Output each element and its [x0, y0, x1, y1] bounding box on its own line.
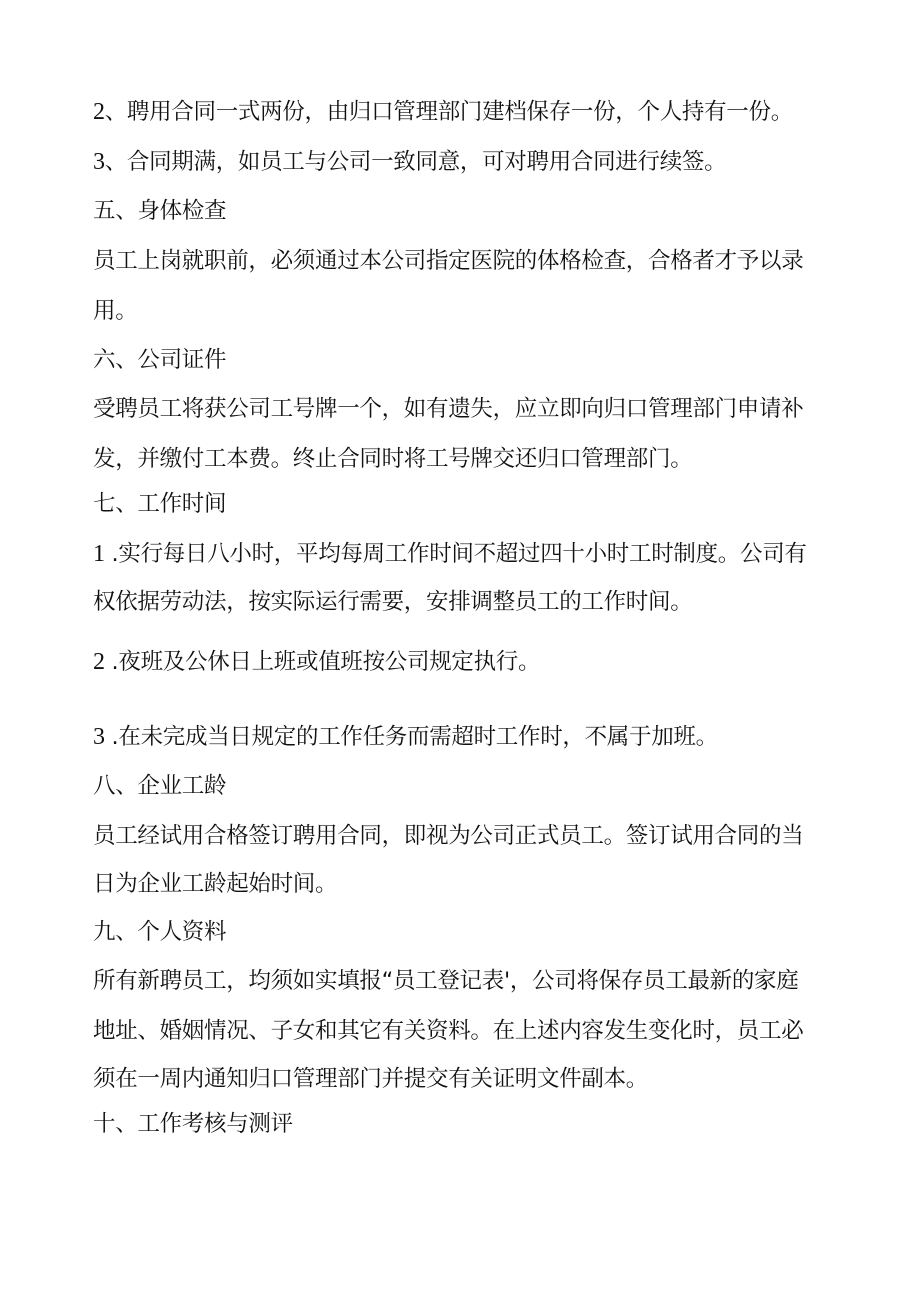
paragraph-line: 须在一周内通知归口管理部门并提交有关证明文件副本。: [93, 1066, 649, 1092]
contract-item-3: [93, 147, 726, 177]
item-text: .实行每日八小时，平均每周工作时间不超过四十小时工时制度。公司有: [104, 541, 807, 567]
paragraph-line: 地址、婚姻情况、子女和其它有关资料。在上述内容发生变化时，员工必: [93, 1018, 804, 1044]
paragraph-line: 员工上岗就职前，必须通过本公司指定医院的体格检查，合格者才予以录: [93, 248, 804, 274]
section-heading-working-hours: 七、工作时间: [93, 491, 227, 517]
working-hours-item-2: [93, 647, 540, 677]
paragraph-line: 员工经试用合格签订聘用合同，即视为公司正式员工。签订试用合同的当: [93, 823, 804, 849]
item-text: 、聘用合同一式两份，由归口管理部门建档保存一份，个人持有一份。: [104, 99, 793, 125]
section-heading-performance-review: 十、工作考核与测评: [93, 1111, 293, 1137]
item-text: .在未完成当日规定的工作任务而需超时工作时，不属于加班。: [104, 724, 718, 750]
contract-item-2: [93, 97, 793, 127]
paragraph-line: 发，并缴付工本费。终止合同时将工号牌交还归口管理部门。: [93, 446, 693, 472]
paragraph-line: 所有新聘员工，均须如实填报“员工登记表'，公司将保存员工最新的家庭: [93, 968, 799, 994]
section-heading-personal-data: 九、个人资料: [93, 919, 227, 945]
item-number: 2: [93, 99, 105, 125]
paragraph-line: 受聘员工将获公司工号牌一个，如有遗失，应立即向归口管理部门申请补: [93, 396, 804, 422]
paragraph-line: 用。: [93, 298, 138, 324]
paragraph-line: 权依据劳动法，按实际运行需要，安排调整员工的工作时间。: [93, 589, 693, 615]
paragraph-line: 日为企业工龄起始时间。: [93, 871, 338, 897]
section-heading-health-check: 五、身体检查: [93, 198, 227, 224]
item-text: 、合同期满，如员工与公司一致同意，可对聘用合同进行续签。: [104, 149, 727, 175]
item-text: .夜班及公休日上班或值班按公司规定执行。: [104, 649, 541, 675]
item-number: 3: [93, 149, 105, 175]
section-heading-seniority: 八、企业工龄: [93, 773, 227, 799]
section-heading-company-id: 六、公司证件: [93, 347, 227, 373]
item-number: 2: [93, 649, 105, 675]
working-hours-item-3: [93, 722, 718, 752]
item-number: 1: [93, 541, 105, 567]
working-hours-item-1: [93, 539, 807, 569]
item-number: 3: [93, 724, 105, 750]
